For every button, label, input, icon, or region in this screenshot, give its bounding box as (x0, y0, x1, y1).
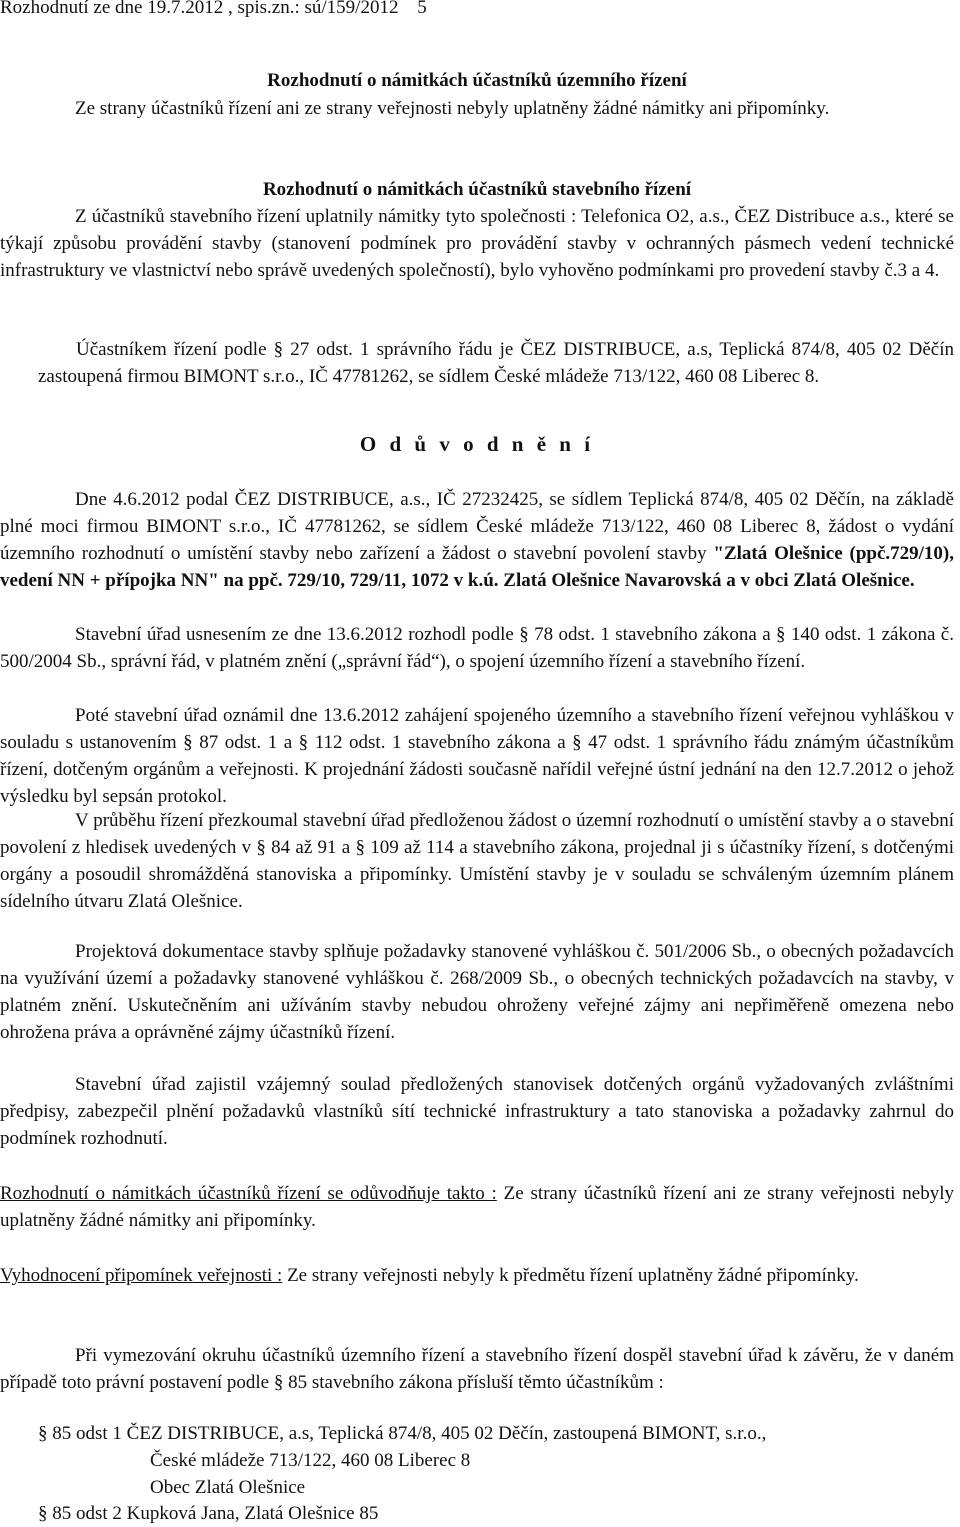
territorial-objections-text: Ze strany účastníků řízení ani ze strany veřejnosti nebyly uplatněny žádné námitky ani připomínky. (75, 98, 830, 119)
reasoning-paragraph-2: Stavební úřad usnesením ze dne 13.6.2012 rozhodl podle § 78 odst. 1 stavebního zákona a § 140 odst. 1 zákona č. 500/2004 Sb., správní řád, v platném znění („správní řád“), o spojení územního řízení a stavebního řízení. (0, 624, 954, 672)
reasoning-paragraph-4: V průběhu řízení přezkoumal stavební úřad předloženou žádost o územní rozhodnutí o umístění stavby a o stavební povolení z hledisek uvedených v § 84 až 91 a § 109 až 114 a stavebního zákona, projednal ji s účastníky řízení, s dotčenými orgány a posoudil shromážděná stanoviska a připomínky. Umístění stavby je v souladu se schváleným územním plánem sídelního útvaru Zlatá Olešnice. (0, 810, 954, 912)
participant-statement: Účastníkem řízení podle § 27 odst. 1 správního řádu je ČEZ DISTRIBUCE, a.s, Teplická 874/8, 405 02 Děčín zastoupená firmou BIMONT s.r.o., IČ 47781262, se sídlem České mládeže 713/122, 460 08 Liberec 8. (38, 339, 954, 387)
public-comments: Vyhodnocení připomínek veřejnosti : Ze strany veřejnosti nebyly k předmětu řízení uplatněny žádné připomínky. (0, 1265, 859, 1286)
reasoning-paragraph-5: Projektová dokumentace stavby splňuje požadavky stanovené vyhláškou č. 501/2006 Sb., o obecných požadavcích na využívání území a požadavky stanovené vyhláškou č. 268/2009 Sb., o obecných technických požadavcích na stavby, v platném znění. Uskutečněním ani užíváním stavby nebudou ohroženy veřejné zájmy ani nepřiměřeně omezena nebo ohrožena práva a oprávněné zájmy účastníků řízení. (0, 941, 954, 1043)
reasoning-title: O d ů v o d n ě n í (359, 432, 595, 456)
participant-item-1-address: České mládeže 713/122, 460 08 Liberec 8 (150, 1450, 471, 1471)
page-header (0, 0, 427, 21)
page-number: 5 (417, 0, 427, 18)
reasoning-paragraph-3: Poté stavební úřad oznámil dne 13.6.2012 zahájení spojeného územního a stavebního řízení veřejnou vyhláškou v souladu s ustanovením § 87 odst. 1 a § 112 odst. 1 stavebního zákona a § 47 odst. 1 správního řádu známým účastníkům řízení, dotčeným orgánům a veřejnosti. K projednání žádosti současně nařídil veřejné ústní jednání na den 12.7.2012 o jehož výsledku byl sepsán protokol. (0, 705, 954, 807)
header-text: Rozhodnutí ze dne 19.7.2012 , spis.zn.: sú/159/2012 (0, 0, 399, 18)
participant-item-2: § 85 odst 2 Kupková Jana, Zlatá Olešnice 85 (38, 1503, 379, 1524)
project-name: "Zlatá Olešnice (ppč.729/10), vedení NN + přípojka NN" na ppč. 729/10, 729/11, 1072 v k.ú. Zlatá Olešnice Navarovská a v obci Zlatá Olešnice. (0, 543, 954, 591)
participant-item-1-municipality: Obec Zlatá Olešnice (150, 1477, 306, 1498)
objections-reasoning-label: Rozhodnutí o námitkách účastníků řízení se odůvodňuje takto : (0, 1183, 497, 1204)
public-comments-label: Vyhodnocení připomínek veřejnosti : (0, 1265, 283, 1286)
objections-reasoning: Rozhodnutí o námitkách účastníků řízení se odůvodňuje takto : Ze strany účastníků řízení ani ze strany veřejnosti nebyly uplatněny žádné námitky ani připomínky. (0, 1183, 954, 1231)
building-objections-text: Z účastníků stavebního řízení uplatnily námitky tyto společnosti : Telefonica O2, a.s., ČEZ Distribuce a.s., které se týkají způsobu provádění stavby (stanovení podmínek pro provádění stavby v ochranných pásmech vedení technické infrastruktury ve vlastnictví nebo správě uvedených společností), bylo vyhověno podmínkami pro provedení stavby č.3 a 4. (0, 206, 954, 281)
participants-intro: Při vymezování okruhu účastníků územního řízení a stavebního řízení dospěl stavební úřad k závěru, že v daném případě toto právní postavení podle § 85 stavebního zákona přísluší těmto účastníkům : (0, 1345, 954, 1393)
reasoning-paragraph-6: Stavební úřad zajistil vzájemný soulad předložených stanovisek dotčených orgánů vyžadovaných zvláštními předpisy, zabezpečil plnění požadavků vlastníků sítí technické infrastruktury a tato stanoviska a požadavky zahrnul do podmínek rozhodnutí. (0, 1074, 954, 1149)
reasoning-paragraph-1: Dne 4.6.2012 podal ČEZ DISTRIBUCE, a.s., IČ 27232425, se sídlem Teplická 874/8, 405 02 Děčín, na základě plné moci firmou BIMONT s.r.o., IČ 47781262, se sídlem České mládeže 713/122, 460 08 Liberec 8, žádost o vydání územního rozhodnutí o umístění stavby nebo zařízení a žádost o stavební povolení stavby "Zlatá Olešnice (ppč.729/10), vedení NN + přípojka NN" na ppč. 729/10, 729/11, 1072 v k.ú. Zlatá Olešnice Navarovská a v obci Zlatá Olešnice. (0, 489, 954, 591)
building-objections-title: Rozhodnutí o námitkách účastníků stavebního řízení (262, 179, 692, 200)
participant-item-1: § 85 odst 1 ČEZ DISTRIBUCE, a.s, Teplická 874/8, 405 02 Děčín, zastoupená BIMONT, s.r.o., (38, 1423, 767, 1444)
territorial-objections-title: Rozhodnutí o námitkách účastníků územního řízení (267, 70, 687, 91)
